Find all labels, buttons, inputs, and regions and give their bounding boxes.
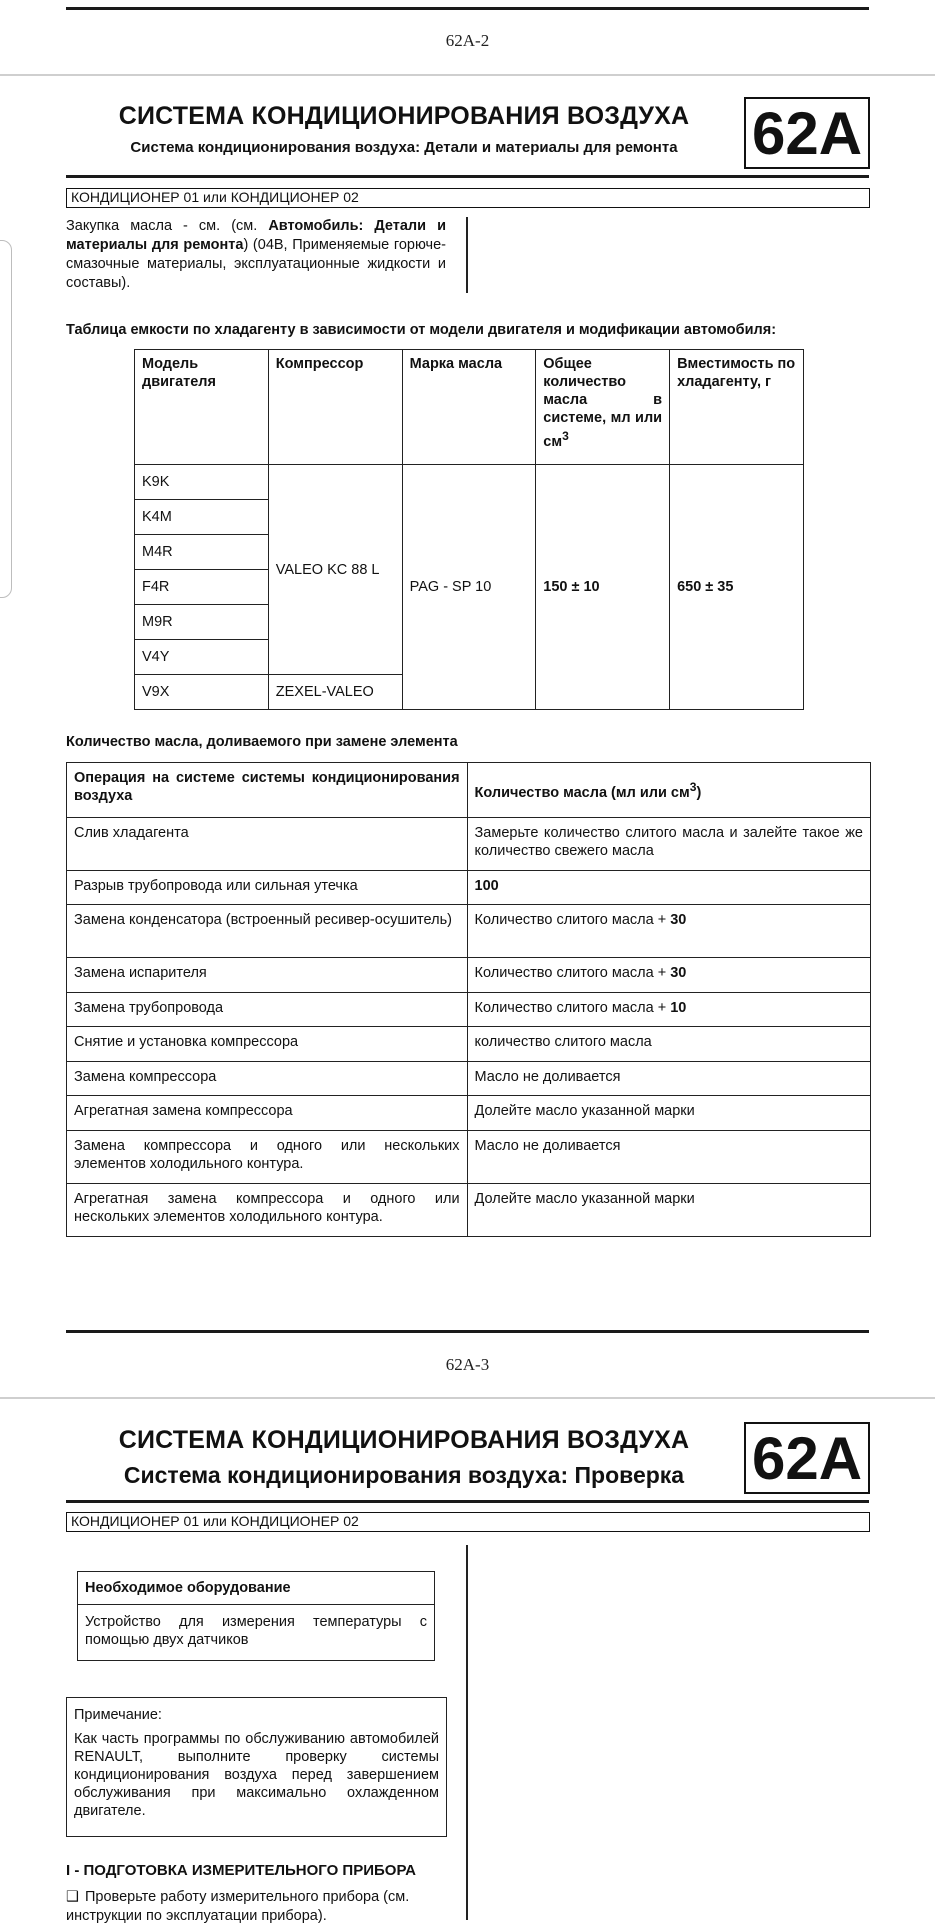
table-row xyxy=(67,1027,871,1062)
intro-paragraph: Закупка масла - см. (см. Автомобиль: Детали и материалы для ремонта) (04B, Применяемые горюче-смазочные материалы, эксплуатационные жидкости и составы). xyxy=(66,218,446,291)
header-operation: Операция на системе системы кондиционирования воздуха xyxy=(67,763,468,818)
page-title: СИСТЕМА КОНДИЦИОНИРОВАНИЯ ВОЗДУХА xyxy=(118,1426,690,1454)
operation-cell: Замена компрессора xyxy=(67,1062,468,1096)
operation-cell: Замена трубопровода xyxy=(67,993,468,1027)
checkbox-bullet-icon: ❑ xyxy=(66,1889,79,1905)
table-row xyxy=(67,1062,871,1096)
header-total-oil: Общее количество масла в системе, мл или $см^3$ xyxy=(536,350,670,465)
compressor-cell: ZEXEL-VALEO xyxy=(268,675,402,710)
quantity-cell: 100 xyxy=(467,871,870,905)
quantity-cell: Замерьте количество слитого масла и залейте такое же количество свежего масла xyxy=(467,818,870,871)
oil-brand-cell: PAG - SP 10 xyxy=(402,465,536,710)
engine-cell: M9R xyxy=(135,605,269,640)
note-box-body: Как часть программы по обслуживанию автомобилей RENAULT, выполните проверку системы кондиционирования воздуха перед завершением обслуживания при максимально охлажденном двигателе. xyxy=(74,1731,439,1819)
header-capacity: Вместимость по хладагенту, г xyxy=(670,350,804,465)
table-header-row xyxy=(67,763,871,818)
bullet-text: Проверьте работу измерительного прибора (см. инструкции по эксплуатации прибора). xyxy=(66,1889,410,1924)
header-quantity: Количество масла (мл или $см^3$) xyxy=(467,763,870,818)
header-rule xyxy=(66,1500,869,1503)
quantity-cell: Долейте масло указанной марки xyxy=(467,1096,870,1131)
note-box xyxy=(66,1697,447,1837)
operation-cell: Замена конденсатора (встроенный ресивер-осушитель) xyxy=(67,905,468,958)
page-subtitle: Система кондиционирования воздуха: Детали и материалы для ремонта xyxy=(130,139,678,156)
model-bar: КОНДИЦИОНЕР 01 или КОНДИЦИОНЕР 02 xyxy=(66,1512,870,1532)
equipment-box-header: Необходимое оборудование xyxy=(78,1572,434,1605)
operation-cell: Снятие и установка компрессора xyxy=(67,1027,468,1062)
chapter-box: 62A xyxy=(744,97,870,169)
page-number: 62A-3 xyxy=(445,1355,490,1374)
header-rule xyxy=(66,175,869,178)
operation-cell: Агрегатная замена компрессора и одного или нескольких элементов холодильного контура. xyxy=(67,1184,468,1237)
top-rule xyxy=(66,1330,869,1333)
quantity-cell: Масло не доливается xyxy=(467,1131,870,1184)
page-title: СИСТЕМА КОНДИЦИОНИРОВАНИЯ ВОЗДУХА xyxy=(118,102,690,130)
page-subtitle: Система кондиционирования воздуха: Проверка xyxy=(123,1462,685,1488)
top-rule xyxy=(66,7,869,10)
quantity-cell: количество слитого масла xyxy=(467,1027,870,1062)
table-header-row xyxy=(135,350,804,465)
page-separator xyxy=(0,1397,935,1399)
column-divider xyxy=(466,217,468,293)
operation-cell: Замена испарителя xyxy=(67,958,468,993)
table-row xyxy=(67,958,871,993)
table-row xyxy=(135,465,804,500)
column-divider xyxy=(466,1545,468,1920)
equipment-box xyxy=(77,1571,435,1661)
total-oil-cell: 150 ± 10 xyxy=(536,465,670,710)
page-number: 62A-2 xyxy=(445,31,490,50)
note-box-header: Примечание: xyxy=(74,1707,162,1723)
table-row xyxy=(67,1131,871,1184)
header-compressor: Компрессор xyxy=(268,350,402,465)
table1-caption: Таблица емкости по хладагенту в зависимости от модели двигателя и модификации автомобиля: xyxy=(66,322,777,338)
table2-caption: Количество масла, доливаемого при замене элемента xyxy=(66,734,458,750)
operation-cell: Слив хладагента xyxy=(67,818,468,871)
bullet-item xyxy=(66,1888,451,1926)
equipment-box-body: Устройство для измерения температуры с помощью двух датчиков xyxy=(85,1614,427,1648)
quantity-cell: Количество слитого масла + 30 xyxy=(467,905,870,958)
oil-top-up-table xyxy=(66,762,871,1237)
operation-cell: Агрегатная замена компрессора xyxy=(67,1096,468,1131)
quantity-cell: Масло не доливается xyxy=(467,1062,870,1096)
table-row xyxy=(67,818,871,871)
table-row xyxy=(67,871,871,905)
engine-cell: K4M xyxy=(135,500,269,535)
compressor-cell: VALEO KC 88 L xyxy=(268,465,402,675)
page-separator xyxy=(0,74,935,76)
operation-cell: Замена компрессора и одного или нескольких элементов холодильного контура. xyxy=(67,1131,468,1184)
capacity-cell: 650 ± 35 xyxy=(670,465,804,710)
operation-cell: Разрыв трубопровода или сильная утечка xyxy=(67,871,468,905)
model-bar: КОНДИЦИОНЕР 01 или КОНДИЦИОНЕР 02 xyxy=(66,188,870,208)
table-row xyxy=(67,1096,871,1131)
viewer-side-tab[interactable] xyxy=(0,240,12,598)
table-row xyxy=(67,1184,871,1237)
header-engine: Модель двигателя xyxy=(135,350,269,465)
refrigerant-capacity-table xyxy=(134,349,804,710)
quantity-cell: Количество слитого масла + 10 xyxy=(467,993,870,1027)
table-row xyxy=(67,993,871,1027)
engine-cell: V4Y xyxy=(135,640,269,675)
chapter-box: 62A xyxy=(744,1422,870,1494)
engine-cell: V9X xyxy=(135,675,269,710)
engine-cell: F4R xyxy=(135,570,269,605)
engine-cell: M4R xyxy=(135,535,269,570)
header-oil-brand: Марка масла xyxy=(402,350,536,465)
quantity-cell: Количество слитого масла + 30 xyxy=(467,958,870,993)
section-heading: I - ПОДГОТОВКА ИЗМЕРИТЕЛЬНОГО ПРИБОРА xyxy=(66,1862,416,1879)
quantity-cell: Долейте масло указанной марки xyxy=(467,1184,870,1237)
table-row xyxy=(67,905,871,958)
engine-cell: K9K xyxy=(135,465,269,500)
